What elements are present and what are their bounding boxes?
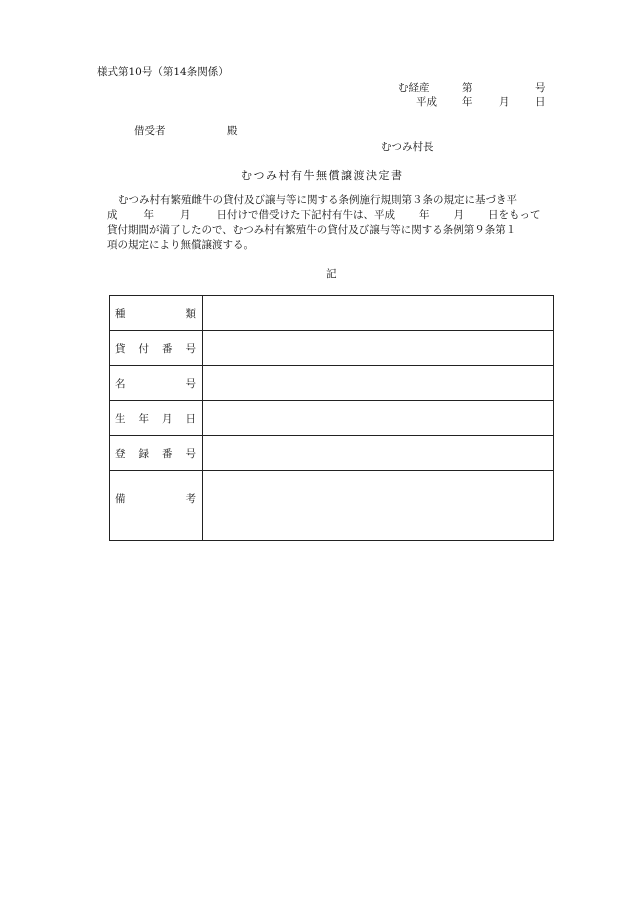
table-row [110, 436, 554, 471]
row-label-char: 番 [162, 447, 173, 460]
items-table [109, 295, 554, 541]
row-label-char: 類 [185, 307, 196, 320]
row-label-char: 年 [138, 412, 149, 425]
row-label-char: 考 [185, 493, 196, 505]
reference-dai: 第 [462, 82, 473, 94]
date-year: 年 [462, 96, 473, 108]
addressee-label: 借受者 [134, 125, 166, 137]
date-month: 月 [499, 96, 510, 108]
row-label-cell [110, 471, 203, 541]
row-label-char: 登 [115, 447, 126, 460]
body-line-1: むつみ村有繁殖雌牛の貸付及び譲与等に関する条例施行規則第３条の規定に基づき平 [118, 194, 517, 206]
table-row [110, 296, 554, 331]
reference-number [398, 82, 548, 95]
row-label-char: 付 [138, 342, 149, 355]
body-line-4: 項の規定により無償譲渡する。 [107, 239, 254, 251]
date-day: 日 [535, 96, 546, 108]
row-label-char: 月 [162, 412, 173, 425]
table-row [110, 331, 554, 366]
row-value-cell[interactable] [203, 401, 554, 436]
row-label-cell [110, 331, 203, 366]
row-value-cell[interactable] [203, 296, 554, 331]
row-label-char: 生 [115, 412, 126, 425]
row-value-cell[interactable] [203, 366, 554, 401]
row-value-cell[interactable] [203, 471, 554, 541]
ki-heading: 記 [326, 268, 337, 280]
row-label-cell [110, 401, 203, 436]
row-label-cell [110, 296, 203, 331]
table-row [110, 366, 554, 401]
row-value-cell[interactable] [203, 436, 554, 471]
row-label-char: 名 [115, 377, 126, 390]
table-row [110, 471, 554, 541]
row-label-cell [110, 436, 203, 471]
addressee-honorific: 殿 [227, 125, 238, 137]
body-line-3: 貸付期間が満了したので、むつみ村有繁殖牛の貸付及び譲与等に関する条例第９条第１ [107, 224, 517, 236]
row-label-char: 備 [115, 493, 126, 505]
reference-prefix: む経産 [398, 82, 430, 94]
row-value-cell[interactable] [203, 331, 554, 366]
row-label-char: 号 [185, 447, 196, 460]
document-title: むつみ村有牛無償譲渡決定書 [241, 169, 404, 182]
form-number: 様式第10号（第14条関係） [97, 66, 229, 78]
body-paragraph [107, 193, 557, 253]
row-label-char: 種 [115, 307, 126, 320]
row-label-char: 号 [185, 342, 196, 355]
body-line-2: 成 年 月 日付けで借受けた下記村有牛は、平成 年 月 日をもって [107, 209, 541, 221]
table-row [110, 401, 554, 436]
issuer-name: むつみ村長 [381, 141, 434, 153]
reference-go: 号 [535, 82, 546, 94]
row-label-char: 日 [185, 412, 196, 425]
row-label-char: 号 [185, 377, 196, 390]
issue-date [398, 96, 548, 109]
row-label-char: 貸 [115, 342, 126, 355]
row-label-char: 番 [162, 342, 173, 355]
date-era: 平成 [416, 96, 437, 108]
row-label-cell [110, 366, 203, 401]
row-label-char: 録 [138, 447, 149, 460]
